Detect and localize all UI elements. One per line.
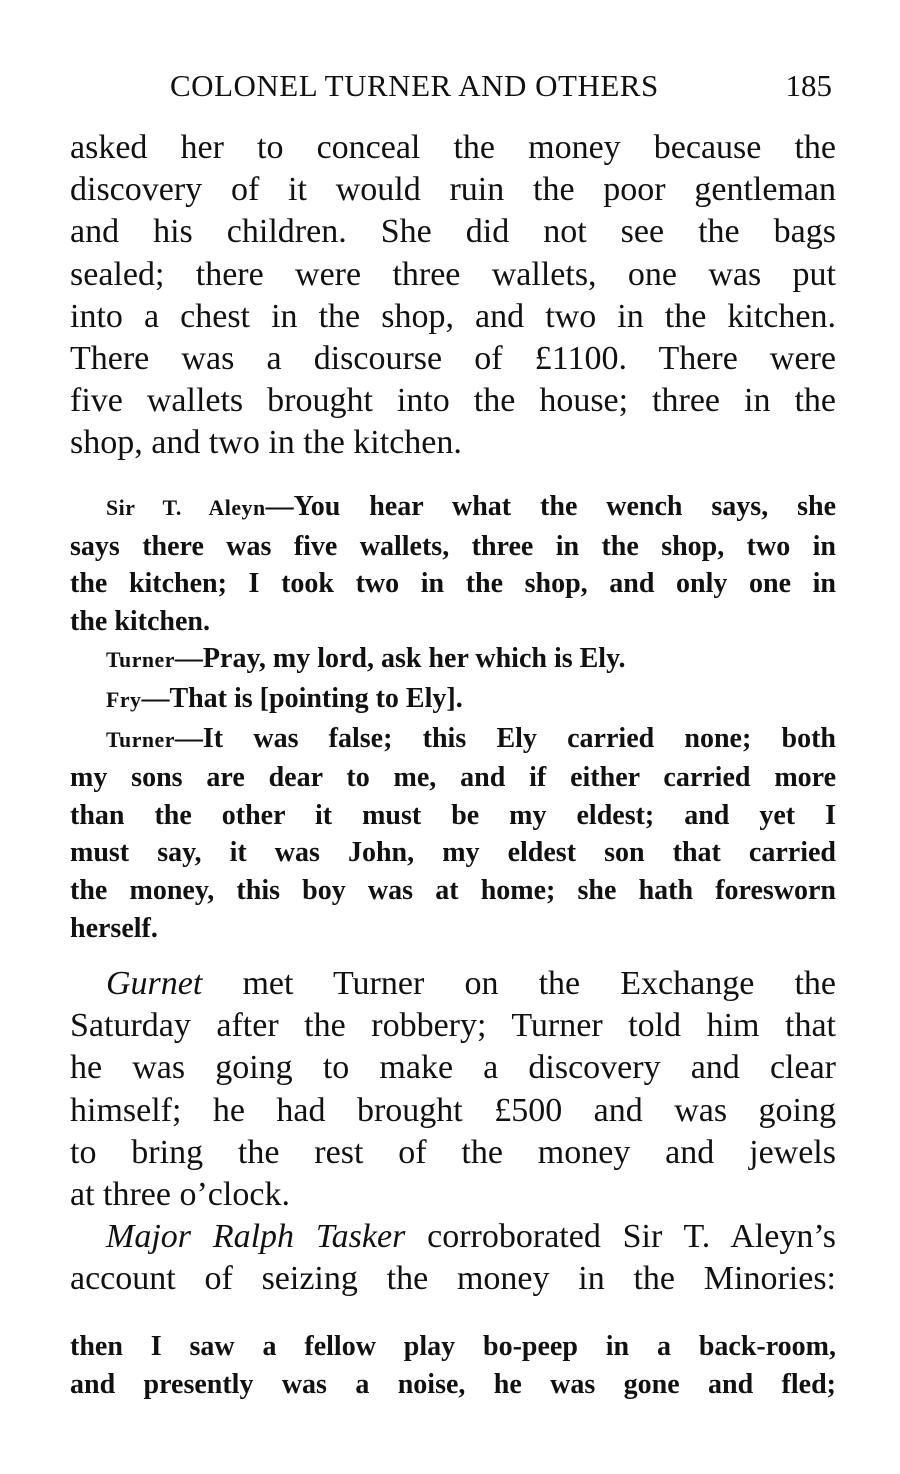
speaker-name: Turner — [106, 648, 175, 673]
text-line: says there was five wallets, three in the shop, two in — [70, 530, 836, 562]
text-line: to bring the rest of the money and jewels — [70, 1133, 836, 1171]
dialogue-block — [70, 488, 836, 947]
text-line: the kitchen. — [70, 605, 210, 637]
text-line: Gurnet met Turner on the Exchange the — [106, 965, 836, 1002]
text-line: he was going to make a discovery and clear — [70, 1049, 836, 1087]
text-line: than the other it must be my eldest; and yet I — [70, 799, 836, 831]
witness-name: Major Ralph Tasker — [106, 1218, 406, 1256]
text-line: and his children. She did not see the bags — [70, 213, 836, 251]
text-line: Major Ralph Tasker corroborated Sir T. Aleyn’s — [106, 1218, 836, 1256]
dialogue-line — [70, 680, 836, 720]
witness-name: Gurnet — [106, 965, 203, 1002]
speech-text: —That is [pointing to Ely]. — [141, 682, 463, 714]
text-line: my sons are dear to me, and if either carried more — [70, 762, 836, 794]
text-line: There was a discourse of £1100. There were — [70, 340, 836, 378]
text-line: the money, this boy was at home; she hath foresworn — [70, 874, 836, 906]
text-line: five wallets brought into the house; three in the — [70, 382, 836, 420]
text-line: must say, it was John, my eldest son that carried — [70, 837, 836, 869]
text-line: sealed; there were three wallets, one was put — [70, 255, 836, 293]
running-title: COLONEL TURNER AND OTHERS — [170, 68, 659, 103]
quoted-testimony — [70, 1328, 836, 1403]
speech-text: —It was false; this Ely carried none; both — [174, 722, 836, 754]
text-line: asked her to conceal the money because the — [70, 129, 836, 166]
speaker-name: Sir T. Aleyn — [106, 496, 266, 520]
speech-text: —Pray, my lord, ask her which is Ely. — [174, 643, 626, 675]
text-line: the kitchen; I took two in the shop, and only one in — [70, 568, 836, 600]
text-line: discovery of it would ruin the poor gentleman — [70, 171, 836, 209]
text-line: himself; he had brought £500 and was going — [70, 1091, 836, 1129]
dialogue-line — [70, 488, 836, 528]
text-line: shop, and two in the kitchen. — [70, 424, 462, 462]
speaker-name: Turner — [106, 727, 175, 752]
paragraph-testimony — [70, 127, 836, 465]
text-line: Saturday after the robbery; Turner told him that — [70, 1007, 836, 1045]
speech-text: —You hear what the wench says, she — [265, 491, 836, 522]
text-line: then I saw a fellow play bo-peep in a back-room, — [70, 1331, 836, 1362]
text-line: into a chest in the shop, and two in the kitchen. — [70, 297, 836, 335]
text-line: and presently was a noise, he was gone and fled; — [70, 1368, 836, 1400]
text-line: herself. — [70, 912, 158, 944]
dialogue-line — [70, 640, 836, 680]
text-line: at three o’clock. — [70, 1176, 290, 1214]
dialogue-line — [70, 720, 836, 760]
text-line: account of seizing the money in the Minories: — [70, 1260, 836, 1298]
speaker-name: Fry — [106, 687, 142, 712]
page-number: 185 — [785, 68, 832, 103]
running-head — [70, 66, 836, 106]
paragraph-witnesses — [70, 963, 836, 1301]
